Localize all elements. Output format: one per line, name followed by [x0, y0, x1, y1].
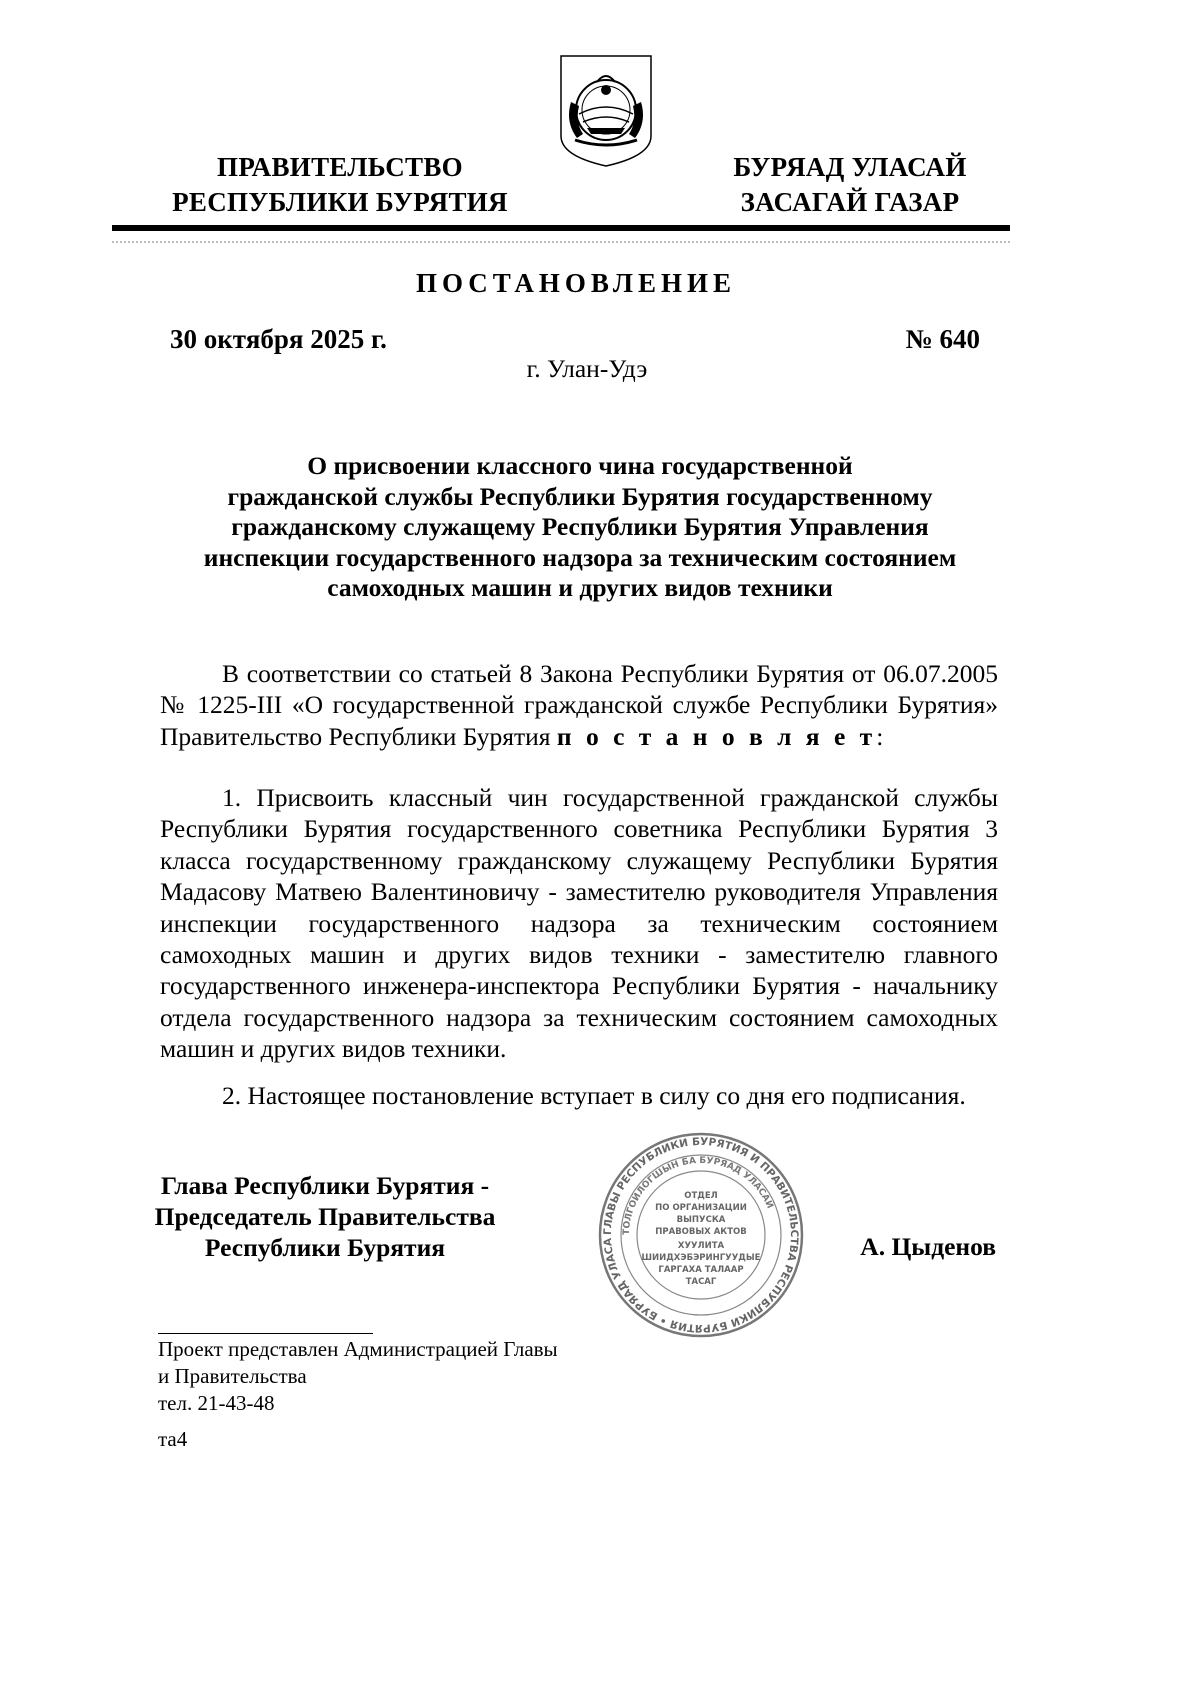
signatory-position: [120, 1170, 530, 1263]
stamp-center-line: ГАРГАХА ТАЛААР: [658, 1265, 744, 1275]
document-type: ПОСТАНОВЛЕНИЕ: [415, 268, 737, 298]
stamp-center-line: ПО ОРГАНИЗАЦИИ: [655, 1203, 747, 1213]
document-city: г. Улан-Удэ: [526, 354, 648, 383]
footnote-divider: [158, 1333, 373, 1334]
stamp-center-line: ХУУЛИТА: [677, 1241, 725, 1251]
footnote-line1: Проект представлен Администрацией Главы: [158, 1337, 558, 1361]
header-left-line2: РЕСПУБЛИКИ БУРЯТИЯ: [172, 187, 508, 217]
preamble-end: :: [876, 721, 884, 751]
position-line: Председатель Правительства: [154, 1202, 496, 1231]
footnote-line2: и Правительства: [158, 1364, 307, 1388]
header-right-line1: БУРЯАД УЛАСАЙ: [733, 152, 967, 182]
footnote-phone: тел. 21-43-48: [158, 1391, 275, 1415]
header-divider-dotted: [112, 241, 1010, 243]
stamp-center-line: ТАСАГ: [685, 1277, 717, 1287]
title-line: гражданской службы Республики Бурятия государственному: [227, 481, 933, 511]
title-line: инспекции государственного надзора за техническим состоянием: [203, 542, 957, 572]
title-line: самоходных машин и других видов техники: [327, 573, 833, 602]
stamp-outer-text: ГЛАВЫ РЕСПУБЛИКИ БУРЯТИЯ И ПРАВИТЕЛЬСТВА РЕСПУБЛИКИ БУРЯТИЯ • БУРЯАД УЛАСА: [601, 1135, 801, 1335]
document-date: 30 октября 2025 г.: [170, 324, 387, 354]
preamble-paragraph: [160, 658, 998, 752]
stamp-center-line: ВЫПУСКА: [676, 1215, 726, 1225]
header-right-line2: ЗАСАГАЙ ГАЗАР: [740, 187, 960, 217]
preamble-text: В соответствии со статьей 8 Закона Республики Бурятия от 06.07.2005 № 1225-III «О государственной гражданской службе Республики Бурятия» Правительство Республики Бурятия: [160, 659, 998, 751]
header-divider: [112, 225, 1010, 231]
document-title: [150, 451, 1010, 604]
title-line: О присвоении классного чина государственной: [307, 451, 853, 480]
document-code: та4: [158, 1427, 188, 1451]
position-line: Республики Бурятия: [204, 1233, 446, 1262]
item-2-paragraph: 2. Настоящее постановление вступает в силу со дня его подписания.: [222, 1081, 966, 1110]
header-left: [150, 150, 530, 220]
stamp-center-line: ПРАВОВЫХ АКТОВ: [655, 1227, 747, 1237]
document-number: № 640: [905, 324, 980, 354]
signatory-name: А. Цыденов: [860, 1232, 996, 1261]
item-1-paragraph: 1. Присвоить классный чин государственной гражданской службы Республики Бурятия государственного советника Республики Бурятия 3 класса государственному гражданскому служащему Республики Бурятия Мадасову Матвею Валентиновичу - заместителю руководителя Управления инспекции государственного надзора за техническим состоянием самоходных машин и других видов техники - заместителю главного государственного инженера-инспектора Республики Бурятия - начальнику отдела государственного надзора за техническим состоянием самоходных машин и других видов техники.: [160, 783, 998, 1064]
official-stamp: [596, 1130, 806, 1340]
footnote: [158, 1336, 758, 1417]
preamble-action: п о с т а н о в л я е т: [556, 721, 877, 751]
header-left-line1: ПРАВИТЕЛЬСТВО: [217, 152, 463, 182]
stamp-center-line: ОТДЕЛ: [684, 1191, 718, 1201]
coat-of-arms: [557, 52, 655, 170]
coat-of-arms-icon: [557, 52, 655, 170]
stamp-center-line: ШИИДХЭБЭРИНГУУДЫЕ: [641, 1253, 761, 1263]
header-right: [690, 150, 1010, 220]
title-line: гражданскому служащему Республики Бурятия Управления: [231, 512, 929, 541]
stamp-inner-text: ТОЛГОЙЛОГШЫН БА БУРЯАД УЛАСАЙ: [621, 1155, 775, 1236]
position-line: Глава Республики Бурятия -: [160, 1171, 490, 1200]
official-stamp-seal: [596, 1130, 806, 1340]
